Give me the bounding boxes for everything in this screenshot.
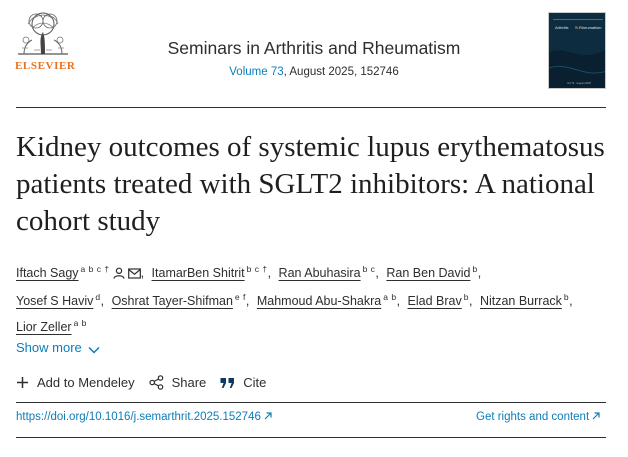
author-affiliation[interactable]: b <box>563 292 570 303</box>
author-entry: Mahmoud Abu-Shakra $^{a b}$, <box>256 292 401 309</box>
cover-title-1: Arthritis <box>555 25 569 30</box>
doi-link[interactable] <box>16 411 272 423</box>
author-entry: ItamarBen Shitrit $^{b c \dagger}$, <box>151 264 272 281</box>
author-affiliation[interactable]: b <box>463 292 469 303</box>
volume-details: , August 2025, 152746 <box>283 66 399 78</box>
author-affiliation[interactable]: e f <box>234 292 246 303</box>
doi-top-divider <box>16 402 606 403</box>
add-to-mendeley-button[interactable] <box>16 375 135 390</box>
elsevier-logo-text: ELSEVIER <box>15 60 76 72</box>
author-name[interactable]: Yosef S Haviv <box>16 294 94 309</box>
author-name[interactable]: Nitzan Burrack <box>479 294 562 309</box>
author-affiliation[interactable]: a b <box>73 318 87 329</box>
cite-label: Cite <box>243 375 267 390</box>
cover-title-amp: & <box>575 25 579 30</box>
author-affiliation[interactable]: d <box>95 292 101 303</box>
article-toolbar <box>16 375 280 390</box>
author-entry: Iftach Sagy $^{a b c \dagger}$ , <box>16 266 148 280</box>
author-name[interactable]: Ran Abuhasira <box>278 266 361 281</box>
mail-icon[interactable] <box>128 264 141 286</box>
show-more-label: Show more <box>16 340 82 355</box>
author-name[interactable]: ItamarBen Shitrit <box>151 266 245 281</box>
cover-title-2: Rheumatism <box>579 25 602 30</box>
get-rights-text: Get rights and content <box>476 411 590 423</box>
author-affiliation[interactable]: b <box>472 264 478 274</box>
header-divider <box>16 107 606 108</box>
author-entry: Nitzan Burrack $^b$, <box>479 292 573 309</box>
quote-icon <box>220 377 235 389</box>
author-entry: Oshrat Tayer-Shifman $^{e f}$, <box>111 292 250 309</box>
author-name[interactable]: Elad Brav <box>407 294 462 309</box>
share-button[interactable] <box>149 375 207 390</box>
article-title: Kidney outcomes of systemic lupus erythematosus patients treated with SGLT2 inhibitors: A national cohort study <box>16 131 605 237</box>
share-icon <box>149 375 164 390</box>
person-icon[interactable] <box>113 264 125 286</box>
journal-name[interactable]: Seminars in Arthritis and Rheumatism <box>167 38 461 58</box>
author-entry: Yosef S Haviv $^d$, <box>16 292 105 309</box>
author-affiliation[interactable]: b c <box>362 264 376 274</box>
author-name[interactable]: Iftach Sagy <box>16 266 79 281</box>
external-link-icon <box>592 412 600 420</box>
author-affiliation[interactable]: b c † <box>246 264 268 274</box>
chevron-down-icon <box>88 346 100 354</box>
author-name[interactable]: Mahmoud Abu-Shakra <box>256 294 382 309</box>
add-to-mendeley-label: Add to Mendeley <box>37 375 135 390</box>
author-entry: Ran Abuhasira $^{b c}$, <box>278 264 379 281</box>
external-link-icon <box>264 412 272 420</box>
volume-link[interactable]: Volume 73 <box>229 66 284 78</box>
author-name[interactable]: Oshrat Tayer-Shifman <box>111 294 233 309</box>
author-affiliation[interactable]: a b <box>383 292 397 303</box>
author-entry: Ran Ben David $^b$, <box>386 264 482 281</box>
journal-cover-thumbnail[interactable] <box>548 12 606 89</box>
show-more-button[interactable] <box>16 340 100 355</box>
doi-bottom-divider <box>16 437 606 438</box>
author-list <box>16 258 616 338</box>
cover-subline: Vol 73 · August 2025 <box>567 82 591 85</box>
cite-button[interactable] <box>220 375 266 390</box>
plus-icon <box>16 376 29 389</box>
volume-info <box>100 66 528 78</box>
get-rights-link[interactable] <box>476 411 600 423</box>
author-affiliation[interactable]: a b c † <box>80 264 110 274</box>
author-entry: Elad Brav $^b$, <box>407 292 473 309</box>
author-name[interactable]: Ran Ben David <box>386 266 471 281</box>
author-name[interactable]: Lior Zeller <box>16 320 72 335</box>
author-entry <box>16 320 87 334</box>
doi-text: https://doi.org/10.1016/j.semarthrit.2025.152746 <box>16 411 261 423</box>
share-label: Share <box>171 375 207 390</box>
